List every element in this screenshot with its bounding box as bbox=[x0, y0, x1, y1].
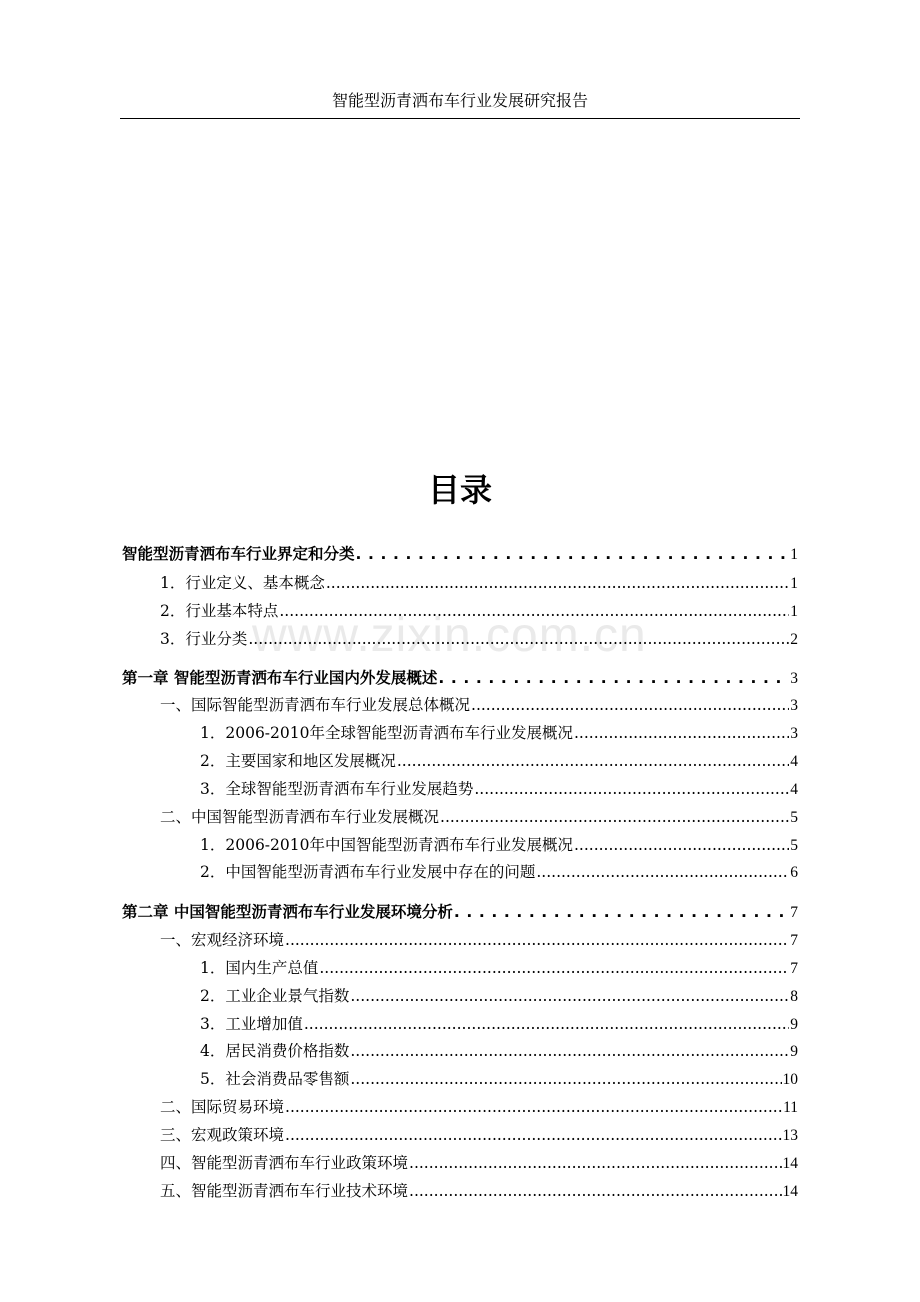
toc-entry-page: 7 bbox=[790, 932, 798, 949]
toc-entry-label: 1．2006-2010年中国智能型沥青洒布车行业发展概况 bbox=[200, 836, 573, 854]
toc-entry[interactable] bbox=[200, 775, 798, 803]
toc-entry-page: 1 bbox=[790, 603, 798, 620]
toc-entry[interactable] bbox=[200, 1037, 798, 1065]
dot-leader bbox=[474, 775, 789, 803]
toc-entry[interactable] bbox=[160, 597, 798, 625]
toc-entry-page: 4 bbox=[790, 753, 798, 770]
toc-entry-label: 1．2006-2010年全球智能型沥青洒布车行业发展概况 bbox=[200, 724, 573, 742]
toc-entry-label: 一、国际智能型沥青洒布车行业发展总体概况 bbox=[160, 696, 471, 714]
toc-entry-page: 14 bbox=[782, 1155, 798, 1172]
toc-entry-page: 8 bbox=[790, 988, 798, 1005]
toc-entry-label: 二、国际贸易环境 bbox=[160, 1098, 285, 1116]
toc-entry[interactable] bbox=[122, 540, 798, 568]
toc-entry[interactable] bbox=[122, 664, 798, 692]
toc-entry-page: 1 bbox=[790, 575, 798, 592]
toc-entry-label: 一、宏观经济环境 bbox=[160, 931, 285, 949]
dot-leader bbox=[279, 597, 789, 625]
toc-entry-page: 5 bbox=[790, 809, 798, 826]
toc-entry-label: 第一章 智能型沥青洒布车行业国内外发展概述 bbox=[122, 669, 438, 687]
toc-entry[interactable] bbox=[200, 954, 798, 982]
toc-entry-page: 5 bbox=[790, 837, 798, 854]
toc-entry[interactable] bbox=[160, 803, 798, 831]
dot-leader bbox=[304, 1010, 789, 1038]
dot-leader bbox=[536, 858, 789, 886]
dot-leader bbox=[248, 625, 789, 653]
dot-leader bbox=[454, 898, 789, 926]
dot-leader bbox=[440, 803, 789, 831]
toc-entry[interactable] bbox=[200, 719, 798, 747]
dot-leader bbox=[350, 1037, 789, 1065]
toc-entry[interactable] bbox=[200, 1065, 798, 1093]
dot-leader bbox=[285, 1093, 782, 1121]
toc-entry-page: 3 bbox=[790, 697, 798, 714]
toc-entry[interactable] bbox=[160, 1177, 798, 1205]
toc-entry[interactable] bbox=[160, 1121, 798, 1149]
toc-entry[interactable] bbox=[200, 747, 798, 775]
dot-leader bbox=[471, 691, 789, 719]
toc-entry[interactable] bbox=[160, 1093, 798, 1121]
toc-entry-label: 3．工业增加值 bbox=[200, 1015, 303, 1033]
toc-entry-page: 4 bbox=[790, 781, 798, 798]
dot-leader bbox=[326, 569, 789, 597]
toc-entry[interactable] bbox=[160, 1149, 798, 1177]
header-title: 智能型沥青洒布车行业发展研究报告 bbox=[331, 91, 588, 110]
toc-entry[interactable] bbox=[160, 691, 798, 719]
toc-entry[interactable] bbox=[122, 898, 798, 926]
watermark: www.zixin.com.cn bbox=[252, 609, 647, 662]
toc-entry-page: 3 bbox=[790, 670, 798, 687]
toc-entry-page: 13 bbox=[782, 1127, 798, 1144]
toc-entry-page: 7 bbox=[790, 904, 798, 921]
dot-leader bbox=[574, 719, 789, 747]
toc-entry-label: 智能型沥青洒布车行业界定和分类 bbox=[122, 545, 355, 563]
toc-entry[interactable] bbox=[160, 569, 798, 597]
toc-entry-label: 三、宏观政策环境 bbox=[160, 1126, 285, 1144]
toc-entry-label: 4．居民消费价格指数 bbox=[200, 1042, 350, 1060]
dot-leader bbox=[350, 1065, 781, 1093]
dot-leader bbox=[397, 747, 789, 775]
dot-leader bbox=[319, 954, 789, 982]
toc-entry-page: 9 bbox=[790, 1043, 798, 1060]
page-header bbox=[120, 88, 800, 119]
toc-entry-label: 2．行业基本特点 bbox=[160, 602, 279, 620]
toc-entry-page: 14 bbox=[782, 1183, 798, 1200]
toc-entry-page: 1 bbox=[790, 546, 798, 563]
toc-entry-label: 3．全球智能型沥青洒布车行业发展趋势 bbox=[200, 780, 474, 798]
toc-entry-page: 11 bbox=[783, 1099, 798, 1116]
dot-leader bbox=[409, 1177, 781, 1205]
toc-entry-label: 五、智能型沥青洒布车行业技术环境 bbox=[160, 1182, 409, 1200]
toc-entry-label: 第二章 中国智能型沥青洒布车行业发展环境分析 bbox=[122, 903, 453, 921]
toc-entry[interactable] bbox=[200, 1010, 798, 1038]
dot-leader bbox=[438, 664, 789, 692]
toc-entry-label: 二、中国智能型沥青洒布车行业发展概况 bbox=[160, 808, 440, 826]
toc-entry-page: 9 bbox=[790, 1016, 798, 1033]
toc-entry[interactable] bbox=[200, 858, 798, 886]
toc-entry[interactable] bbox=[160, 625, 798, 653]
toc-entry-label: 四、智能型沥青洒布车行业政策环境 bbox=[160, 1154, 409, 1172]
toc-entry-label: 1．行业定义、基本概念 bbox=[160, 574, 325, 592]
toc-entry-page: 3 bbox=[790, 725, 798, 742]
toc-entry[interactable] bbox=[200, 982, 798, 1010]
toc-entry-page: 10 bbox=[782, 1071, 798, 1088]
toc-entry-page: 6 bbox=[790, 864, 798, 881]
toc-title: 目录 bbox=[427, 471, 492, 509]
toc-entry-label: 1．国内生产总值 bbox=[200, 959, 319, 977]
toc-entry-label: 5．社会消费品零售额 bbox=[200, 1070, 350, 1088]
dot-leader bbox=[285, 1121, 781, 1149]
toc-entry-page: 2 bbox=[790, 631, 798, 648]
toc-entry-label: 2．工业企业景气指数 bbox=[200, 987, 350, 1005]
dot-leader bbox=[285, 926, 789, 954]
toc-entry-page: 7 bbox=[790, 960, 798, 977]
toc-entry[interactable] bbox=[200, 831, 798, 859]
toc-entry[interactable] bbox=[160, 926, 798, 954]
toc-entry-label: 2．主要国家和地区发展概况 bbox=[200, 752, 396, 770]
dot-leader bbox=[350, 982, 789, 1010]
toc-entry-label: 3．行业分类 bbox=[160, 630, 248, 648]
toc-entry-label: 2．中国智能型沥青洒布车行业发展中存在的问题 bbox=[200, 863, 536, 881]
dot-leader bbox=[409, 1149, 781, 1177]
dot-leader bbox=[356, 540, 790, 568]
dot-leader bbox=[574, 831, 789, 859]
